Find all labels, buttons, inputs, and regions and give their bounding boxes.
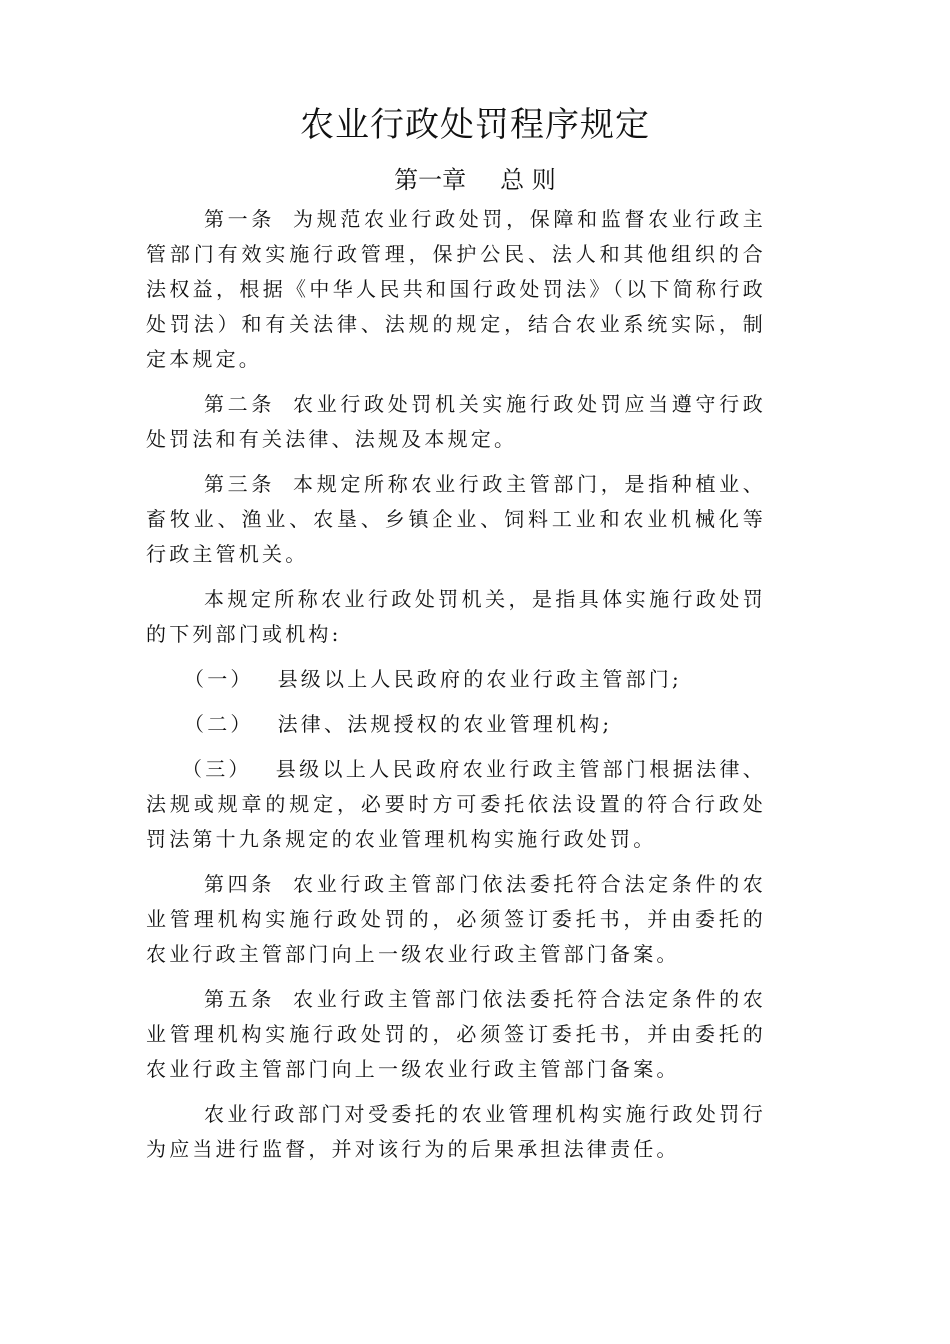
article-text: 农业行政处罚机关实施行政处罚应当遵守行政处罚法和有关法律、法规及本规定。 [146,392,767,451]
article-4 [146,867,766,972]
article-number: 第五条 [204,987,276,1011]
list-item-2 [146,707,766,742]
article-1 [146,202,766,377]
article-text: 本规定所称农业行政主管部门，是指种植业、畜牧业、渔业、农垦、乡镇企业、饲料工业和农业机械化等行政主管机关。 [146,472,767,566]
item-number: （三） [182,757,252,781]
article-3-paragraph-2 [146,582,766,652]
article-2 [146,387,766,457]
document-title: 农业行政处罚程序规定 [300,105,650,145]
paragraph-text: 农业行政部门对受委托的农业管理机构实施行政处罚行为应当进行监督，并对该行为的后果承担法律责任。 [146,1102,766,1161]
item-number: （二） [184,712,254,736]
item-text: 法律、法规授权的农业管理机构; [277,712,613,736]
article-text: 为规范农业行政处罚，保障和监督农业行政主管部门有效实施行政管理，保护公民、法人和其他组织的合法权益，根据《中华人民共和国行政处罚法》（以下简称行政处罚法）和有关法律、法规的规定，结合农业系统实际，制定本规定。 [146,207,767,371]
paragraph-text: 本规定所称农业行政处罚机关，是指具体实施行政处罚的下列部门或机构: [146,587,766,646]
item-number: （一） [184,667,254,691]
article-text: 农业行政主管部门依法委托符合法定条件的农业管理机构实施行政处罚的，必须签订委托书，并由委托的农业行政主管部门向上一级农业行政主管部门备案。 [146,872,767,966]
chapter-number: 第一章 [394,166,467,194]
list-item-3 [146,752,766,857]
article-text: 农业行政主管部门依法委托符合法定条件的农业管理机构实施行政处罚的，必须签订委托书，并由委托的农业行政主管部门向上一级农业行政主管部门备案。 [146,987,767,1081]
document-body [146,202,766,1177]
article-5 [146,982,766,1087]
article-number: 第一条 [204,207,276,231]
article-number: 第三条 [204,472,276,496]
article-number: 第二条 [204,392,276,416]
list-item-1 [146,662,766,697]
item-text: 县级以上人民政府农业行政主管部门根据法律、法规或规章的规定，必要时方可委托依法设置的符合行政处罚法第十九条规定的农业管理机构实施行政处罚。 [146,757,766,851]
article-number: 第四条 [204,872,276,896]
item-text: 县级以上人民政府的农业行政主管部门; [277,667,682,691]
article-5-paragraph-2 [146,1097,766,1167]
chapter-heading [0,160,950,200]
article-3 [146,467,766,572]
chapter-name: 总 则 [500,166,556,194]
